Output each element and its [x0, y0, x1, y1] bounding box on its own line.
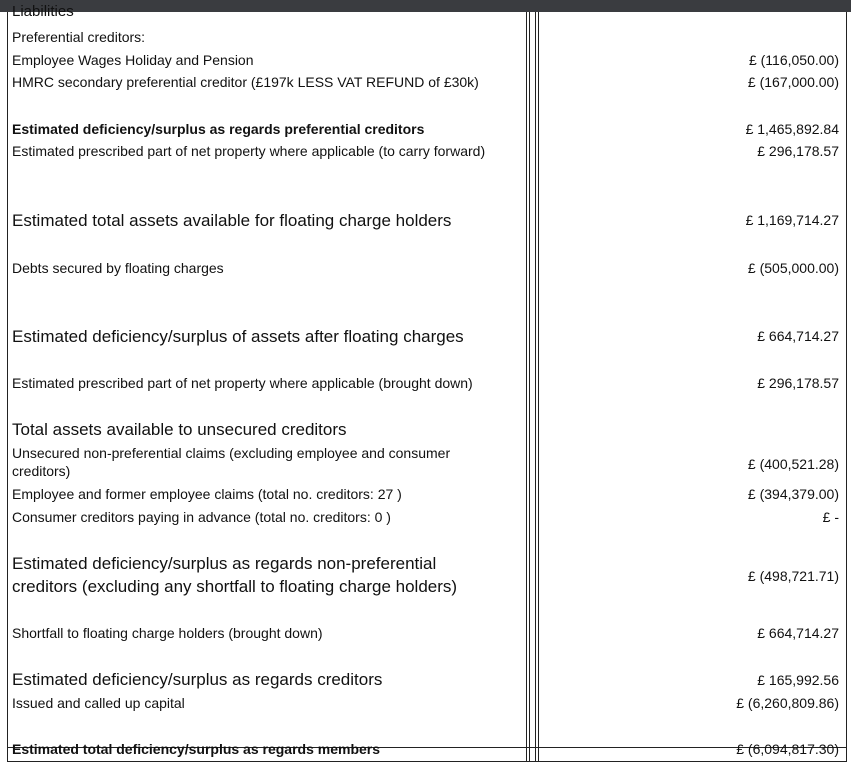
row-amount: £ (400,521.28)	[747, 456, 839, 472]
row-label: Estimated deficiency/surplus as regards preferential creditors	[12, 121, 425, 137]
row-label: Estimated prescribed part of net property where applicable (brought down)	[12, 375, 473, 391]
row-label: Total assets available to unsecured creditors	[12, 420, 347, 439]
row-label: Estimated deficiency/surplus of assets after floating charges	[12, 327, 464, 346]
row-label: Estimated prescribed part of net property where applicable (to carry forward)	[12, 143, 486, 159]
section-heading-liabilities: Liabilities	[12, 3, 74, 20]
column-divider	[526, 12, 527, 762]
row-amount: £ 296,178.57	[757, 143, 839, 159]
row-amount: £ 1,169,714.27	[745, 212, 839, 228]
table-right-border	[846, 12, 847, 762]
window-top-bar	[0, 0, 851, 12]
row-amount: £ 1,465,892.84	[745, 121, 839, 137]
row-label: Shortfall to floating charge holders (brought down)	[12, 625, 323, 641]
column-divider	[538, 12, 539, 762]
row-amount: £ (498,721.71)	[747, 568, 839, 584]
row-amount: £ (6,094,817.30)	[736, 741, 839, 757]
row-amount: £ (394,379.00)	[747, 486, 839, 502]
table-bottom-border	[7, 761, 847, 762]
row-label: Unsecured non-preferential claims (excluding employee and consumer creditors)	[12, 445, 451, 479]
row-label: Estimated deficiency/surplus as regards non-preferential creditors (excluding any shortfall to floating charge holders)	[12, 554, 458, 596]
row-label: Employee and former employee claims (total no. creditors: 27 )	[12, 486, 402, 502]
row-label: Estimated deficiency/surplus as regards creditors	[12, 670, 383, 689]
row-amount: £ (116,050.00)	[748, 52, 839, 68]
row-amount: £ (505,000.00)	[747, 260, 839, 276]
row-amount: £ 664,714.27	[757, 625, 839, 641]
row-label: Consumer creditors paying in advance (total no. creditors: 0 )	[12, 509, 391, 525]
row-amount: £ 165,992.56	[757, 672, 839, 688]
row-label: Issued and called up capital	[12, 695, 185, 711]
row-amount: £ (167,000.00)	[747, 74, 839, 90]
row-label: Debts secured by floating charges	[12, 260, 224, 276]
row-label: Employee Wages Holiday and Pension	[12, 52, 254, 68]
statement-of-affairs-table	[7, 3, 847, 762]
row-label: Preferential creditors:	[12, 29, 146, 45]
row-amount: £ 664,714.27	[757, 328, 839, 344]
row-label: Estimated total deficiency/surplus as regards members	[12, 741, 381, 757]
row-label: Estimated total assets available for floating charge holders	[12, 211, 452, 230]
column-divider	[529, 12, 530, 762]
row-amount: £ -	[822, 509, 839, 525]
row-amount: £ (6,260,809.86)	[736, 695, 839, 711]
row-amount: £ 296,178.57	[757, 375, 839, 391]
table-left-border	[7, 12, 8, 762]
column-divider	[535, 12, 536, 762]
row-label: HMRC secondary preferential creditor (£197k LESS VAT REFUND of £30k)	[12, 74, 479, 90]
